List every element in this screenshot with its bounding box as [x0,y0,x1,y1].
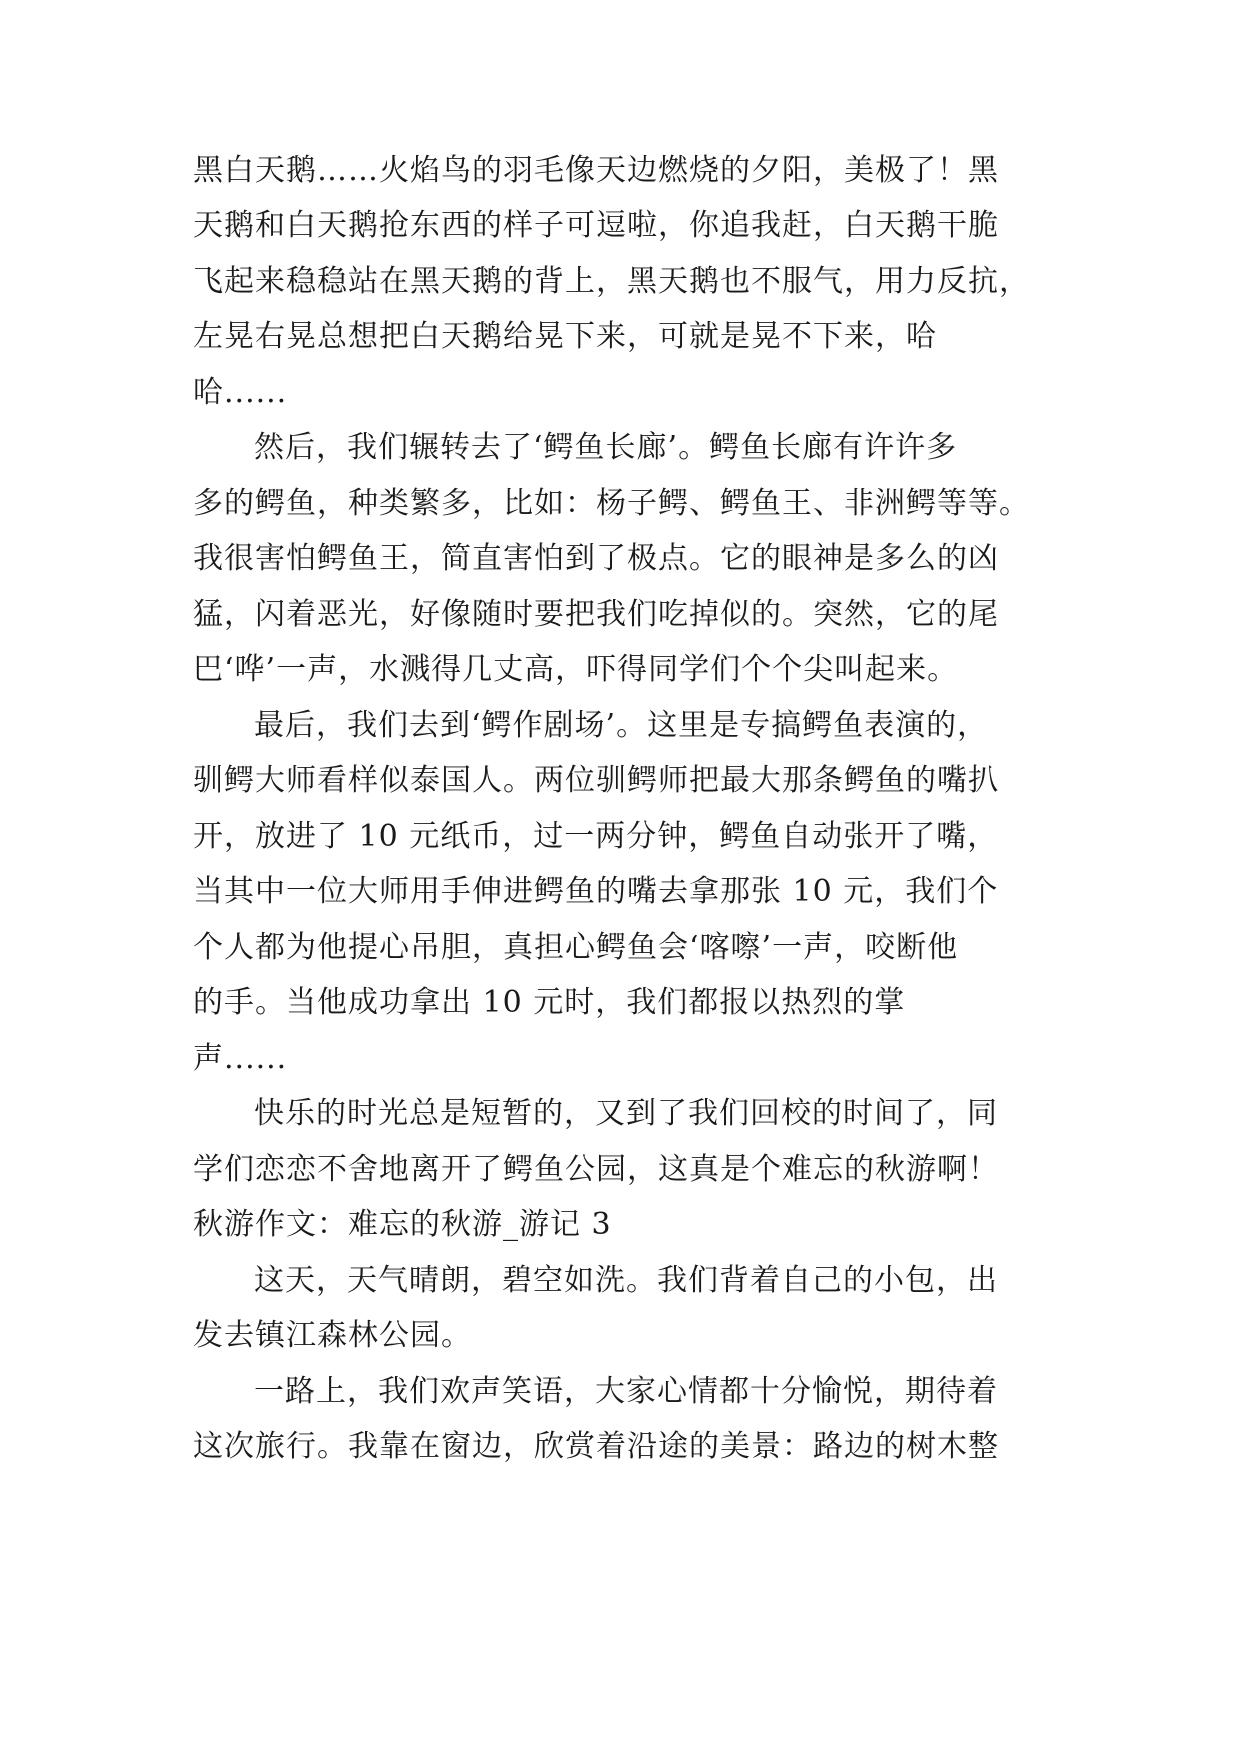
paragraph-start-line: 然后，我们辗转去了‘鳄鱼长廊’。鳄鱼长廊有许许多 [254,430,958,465]
paragraph-start-line: 一路上，我们欢声笑语，大家心情都十分愉悦，期待着 [254,1374,998,1409]
text-line: 的手。当他成功拿出 10 元时，我们都报以热烈的掌 [193,985,906,1020]
text-line: 多的鳄鱼，种类繁多，比如：杨子鳄、鳄鱼王、非洲鳄等等。 [193,486,1030,521]
text-line: 左晃右晃总想把白天鹅给晃下来，可就是晃不下来，哈 [193,319,937,354]
text-line: 猛，闪着恶光，好像随时要把我们吃掉似的。突然，它的尾 [193,597,999,632]
paragraph-start-line: 这天，天气晴朗，碧空如洗。我们背着自己的小包，出 [254,1263,998,1298]
text-line: 巴‘哗’一声，水溅得几丈高，吓得同学们个个尖叫起来。 [193,652,959,687]
text-line: 黑白天鹅……火焰鸟的羽毛像天边燃烧的夕阳，美极了！黑 [193,153,999,188]
text-line: 声...... [193,1041,288,1076]
paragraph-start-line: 快乐的时光总是短暂的，又到了我们回校的时间了，同 [254,1096,998,1131]
text-line: 这次旅行。我靠在窗边，欣赏着沿途的美景：路边的树木整 [193,1429,999,1464]
text-line: 天鹅和白天鹅抢东西的样子可逗啦，你追我赶，白天鹅干脆 [193,208,999,243]
text-line: 学们恋恋不舍地离开了鳄鱼公园，这真是个难忘的秋游啊！ [193,1152,999,1187]
text-line: 我很害怕鳄鱼王，简直害怕到了极点。它的眼神是多么的凶 [193,541,999,576]
section-heading: 秋游作文：难忘的秋游_游记 3 [193,1207,612,1242]
text-line: 当其中一位大师用手伸进鳄鱼的嘴去拿那张 10 元，我们个 [193,874,999,909]
text-line: 开，放进了 10 元纸币，过一两分钟，鳄鱼自动张开了嘴， [193,819,999,854]
paragraph-start-line: 最后，我们去到‘鳄作剧场’。这里是专搞鳄鱼表演的， [254,708,989,743]
text-line: 驯鳄大师看样似泰国人。两位驯鳄师把最大那条鳄鱼的嘴扒 [193,763,999,798]
text-line: 飞起来稳稳站在黑天鹅的背上，黑天鹅也不服气，用力反抗， [193,264,1030,299]
text-line: 发去镇江森林公园。 [193,1318,472,1353]
text-line: 哈...... [193,375,288,410]
text-line: 个人都为他提心吊胆，真担心鳄鱼会‘喀嚓’一声，咬断他 [193,930,959,965]
